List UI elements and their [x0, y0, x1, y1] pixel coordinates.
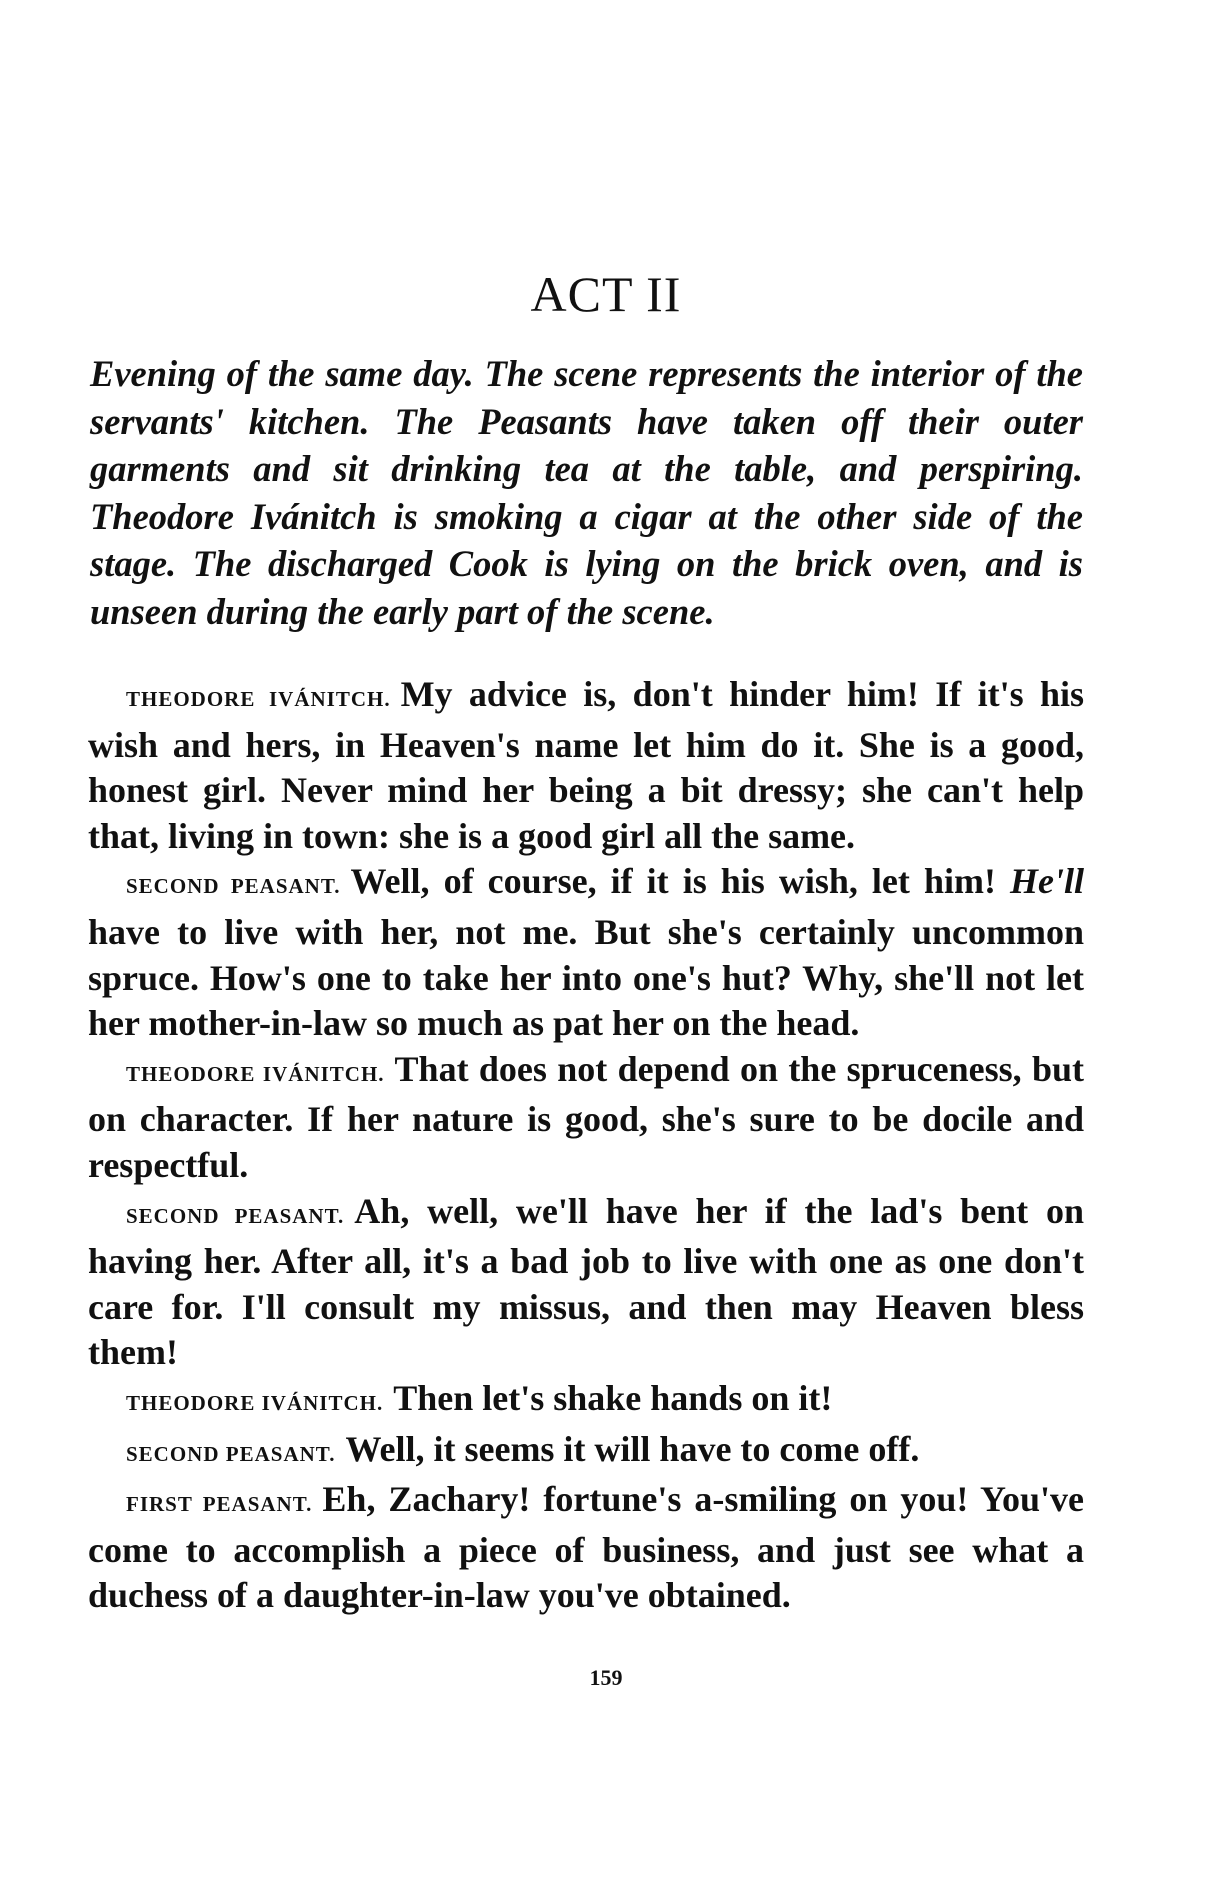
speech	[88, 1376, 1084, 1427]
speech-text: Well, it seems it will have to come off.	[345, 1428, 920, 1469]
speech-text: Then let's shake hands on it!	[393, 1377, 833, 1418]
speech-emphasis: He'll	[1010, 861, 1085, 902]
page-number: 159	[589, 1665, 623, 1690]
stage-direction: Evening of the same day. The scene represents the interior of the servants' kitchen. The Peasants have taken off their outer garments and sit drinking tea at the table, and perspiring. Theodore Ivánitch is smoking a cigar at the other side of the stage. The discharged Cook is lying on the brick oven, and is unseen during the early part of the scene.	[90, 353, 1083, 632]
speech	[88, 1477, 1084, 1619]
speech-text: have to live with her, not me. But she's certainly uncommon spruce. How's one to take her into one's hut? Why, she'll not let her mother-in-law so much as pat her on the head.	[88, 911, 1084, 1044]
speech	[88, 672, 1084, 859]
speaker-name: THEODORE IVÁNITCH.	[126, 1061, 385, 1086]
speaker-name: SECOND PEASANT.	[126, 874, 341, 899]
speech-text: That does not depend on the spruceness, but on character. If her nature is good, she's sure to be docile and respectful.	[88, 1048, 1085, 1185]
speech-text: Eh, Zachary! fortune's a-smiling on you! You've come to accomplish a piece of business, and just see what a duchess of a daughter-in-law you've obtained.	[88, 1479, 1085, 1616]
speech	[88, 859, 1084, 1046]
speaker-name: THEODORE IVÁNITCH.	[126, 1390, 384, 1415]
act-title: ACT II	[530, 266, 682, 322]
speech	[88, 1427, 1084, 1478]
speech-text: My advice is, don't hinder him! If it's his wish and hers, in Heaven's name let him do it. She is a good, honest girl. Never mind her being a bit dressy; she can't help that, living in town: she is a good girl all the same.	[88, 674, 1084, 856]
speaker-name: THEODORE IVÁNITCH.	[126, 687, 391, 711]
dialogue	[88, 672, 1084, 1619]
speech	[88, 1047, 1084, 1189]
speech-text: Well, of course, if it is his wish, let him!	[350, 861, 996, 902]
speaker-name: SECOND PEASANT.	[126, 1203, 345, 1228]
speech-text: Ah, well, we'll have her if the lad's bent on having her. After all, it's a bad job to live with one as one don't care for. I'll consult my missus, and then may Heaven bless them!	[88, 1190, 1084, 1373]
speech	[88, 1189, 1084, 1376]
speaker-name: SECOND PEASANT.	[126, 1441, 336, 1466]
speaker-name: FIRST PEASANT.	[126, 1492, 313, 1517]
